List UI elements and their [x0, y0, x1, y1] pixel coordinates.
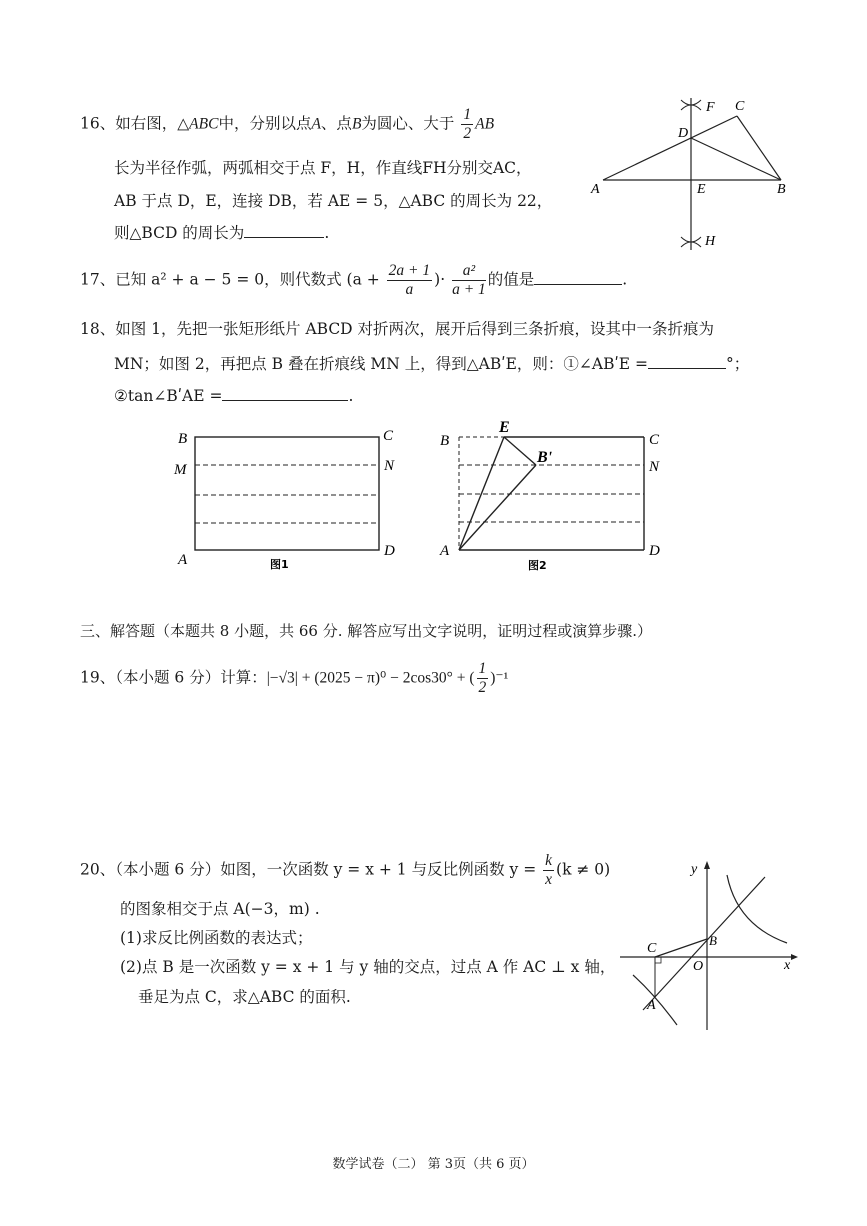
label-n: N: [384, 458, 395, 474]
label-b: B: [440, 433, 450, 449]
q16-line4: 则△BCD 的周长为 .: [114, 224, 330, 242]
segment-eb-prime: [504, 437, 536, 465]
label-m: M: [174, 462, 187, 478]
q18-number: 18、: [80, 320, 116, 338]
figure-1-caption: 图1: [270, 558, 289, 571]
q17-number: 17、: [80, 270, 116, 289]
segment-cb: [737, 116, 781, 180]
q20-line4: (2)点 B 是一次函数 y = x + 1 与 y 轴的交点，过点 A 作 AC ⊥ x 轴，: [120, 958, 616, 976]
q16-text: AB: [475, 115, 495, 133]
label-h: H: [705, 234, 716, 249]
q18-answer-blank-2[interactable]: [222, 386, 348, 401]
q16-text: 为圆心、大于: [361, 114, 455, 133]
label-b: B: [709, 933, 717, 948]
label-n: N: [649, 459, 660, 475]
segment-db: [691, 138, 781, 180]
q16-text: 、点: [320, 114, 352, 133]
q16-number: 16、: [80, 114, 116, 133]
q16-answer-blank[interactable]: [244, 223, 324, 238]
segment-ab-prime: [459, 465, 536, 550]
label-b: B: [777, 182, 786, 197]
q16-text: ABC: [189, 115, 219, 133]
q19-text: （本小题 6 分）计算：: [115, 668, 267, 687]
q20-k-over-x: $\frac{k}{x}$: [545, 852, 553, 888]
q16-text: 中，分别以点: [218, 114, 312, 133]
right-angle-mark: [655, 957, 661, 963]
label-o: O: [693, 959, 704, 974]
figure-2: [432, 414, 677, 579]
segment-ae: [459, 437, 504, 550]
x-axis-arrow: [791, 954, 798, 960]
line-y-x-plus-1: [643, 877, 765, 1010]
label-d: D: [678, 126, 689, 141]
q20-text: (k ≠ 0): [556, 860, 611, 879]
q16-text: 如右图，△: [115, 114, 190, 133]
figure-1: [170, 420, 410, 580]
label-d: D: [649, 543, 660, 559]
q17-text: )·: [434, 270, 446, 289]
label-d: D: [384, 543, 395, 559]
q19-number: 19、: [80, 668, 116, 687]
q16-figure: [585, 90, 805, 260]
q20-line2: 的图象相交于点 A(−3，m) .: [120, 900, 320, 918]
q16-half-fraction: $\frac{1}{2}$: [463, 106, 472, 142]
label-x: x: [784, 958, 791, 973]
q17-answer-blank[interactable]: [534, 270, 622, 285]
q17-fraction-2: $\frac{\text{a²}}{a + 1}$: [452, 262, 486, 298]
q18-text: ②tan∠BʹAE =: [114, 387, 223, 405]
label-f: F: [706, 100, 715, 115]
q20-line5: 垂足为点 C，求△ABC 的面积.: [138, 988, 351, 1006]
q17-text: 已知 a² + a − 5 = 0，则代数式 (a +: [115, 270, 380, 289]
q18-text: 如图 1，先把一张矩形纸片 ABCD 对折两次，展开后得到三条折痕，设其中一条折痕为: [115, 320, 715, 338]
label-e: E: [499, 419, 510, 436]
q19-line: [80, 660, 508, 697]
figure-2-caption: 图2: [528, 559, 547, 572]
section-3-heading: 三、解答题（本题共 8 小题，共 66 分. 解答应写出文字说明，证明过程或演算步骤.）: [80, 622, 653, 640]
q16-text: B: [351, 115, 362, 133]
q16-text: 则△BCD 的周长为: [114, 224, 245, 242]
rectangle-abcd: [195, 437, 379, 550]
q17-text: 的值是: [487, 270, 535, 289]
label-b-prime: Bʹ: [537, 449, 553, 466]
label-b: B: [178, 431, 188, 447]
q18-answer-blank-1[interactable]: [648, 354, 726, 369]
label-c: C: [647, 941, 657, 956]
q16-line2: 长为半径作弧，两弧相交于点 F，H，作直线FH分别交AC，: [114, 159, 532, 177]
q18-line1: [80, 317, 714, 339]
segment-ac: [603, 116, 737, 180]
label-a: A: [591, 182, 600, 197]
y-axis-arrow: [704, 861, 710, 869]
label-e: E: [697, 182, 706, 197]
q20-text: （本小题 6 分）如图，一次函数 y = x + 1 与反比例函数 y =: [115, 860, 537, 879]
label-a: A: [647, 998, 656, 1013]
label-a: A: [178, 552, 188, 568]
q20-line3: (1)求反比例函数的表达式；: [120, 929, 313, 947]
q20-figure: [615, 855, 800, 1035]
q16-line1: [80, 106, 494, 143]
q19-expression: )⁻¹: [490, 669, 509, 687]
q20-line1: [80, 852, 610, 889]
q17-line: 17、已知 a² + a − 5 = 0，则代数式 (a + $\frac{2a + 1}{a}$ )· $\frac{\text{a²}}{a + 1}$ 的值是 .: [80, 262, 628, 298]
label-c: C: [383, 428, 394, 444]
q19-half-fraction: $\frac{1}{2}$: [478, 660, 487, 696]
q18-text: MN；如图 2，再把点 B 叠在折痕线 MN 上，得到△ABʹE，则：①∠ABʹE =: [114, 355, 649, 373]
q19-expression: |−√3| + (2025 − π)⁰ − 2cos30° + (: [266, 669, 475, 687]
page-footer: 数学试卷（二） 第 3页（共 6 页）: [332, 1157, 535, 1172]
q20-number: 20、: [80, 860, 116, 879]
q18-line3: ②tan∠BʹAE = .: [114, 387, 354, 405]
label-c: C: [735, 99, 745, 114]
label-y: y: [691, 862, 698, 877]
q18-line2: MN；如图 2，再把点 B 叠在折痕线 MN 上，得到△ABʹE，则：①∠ABʹE = °；: [114, 355, 750, 373]
q16-text: A: [311, 115, 321, 133]
label-a: A: [440, 543, 450, 559]
q17-fraction-1: $\frac{2a + 1}{a}$: [388, 262, 431, 298]
label-c: C: [649, 432, 660, 448]
q16-line3: AB 于点 D，E，连接 DB，若 AE = 5，△ABC 的周长为 22，: [114, 192, 553, 210]
